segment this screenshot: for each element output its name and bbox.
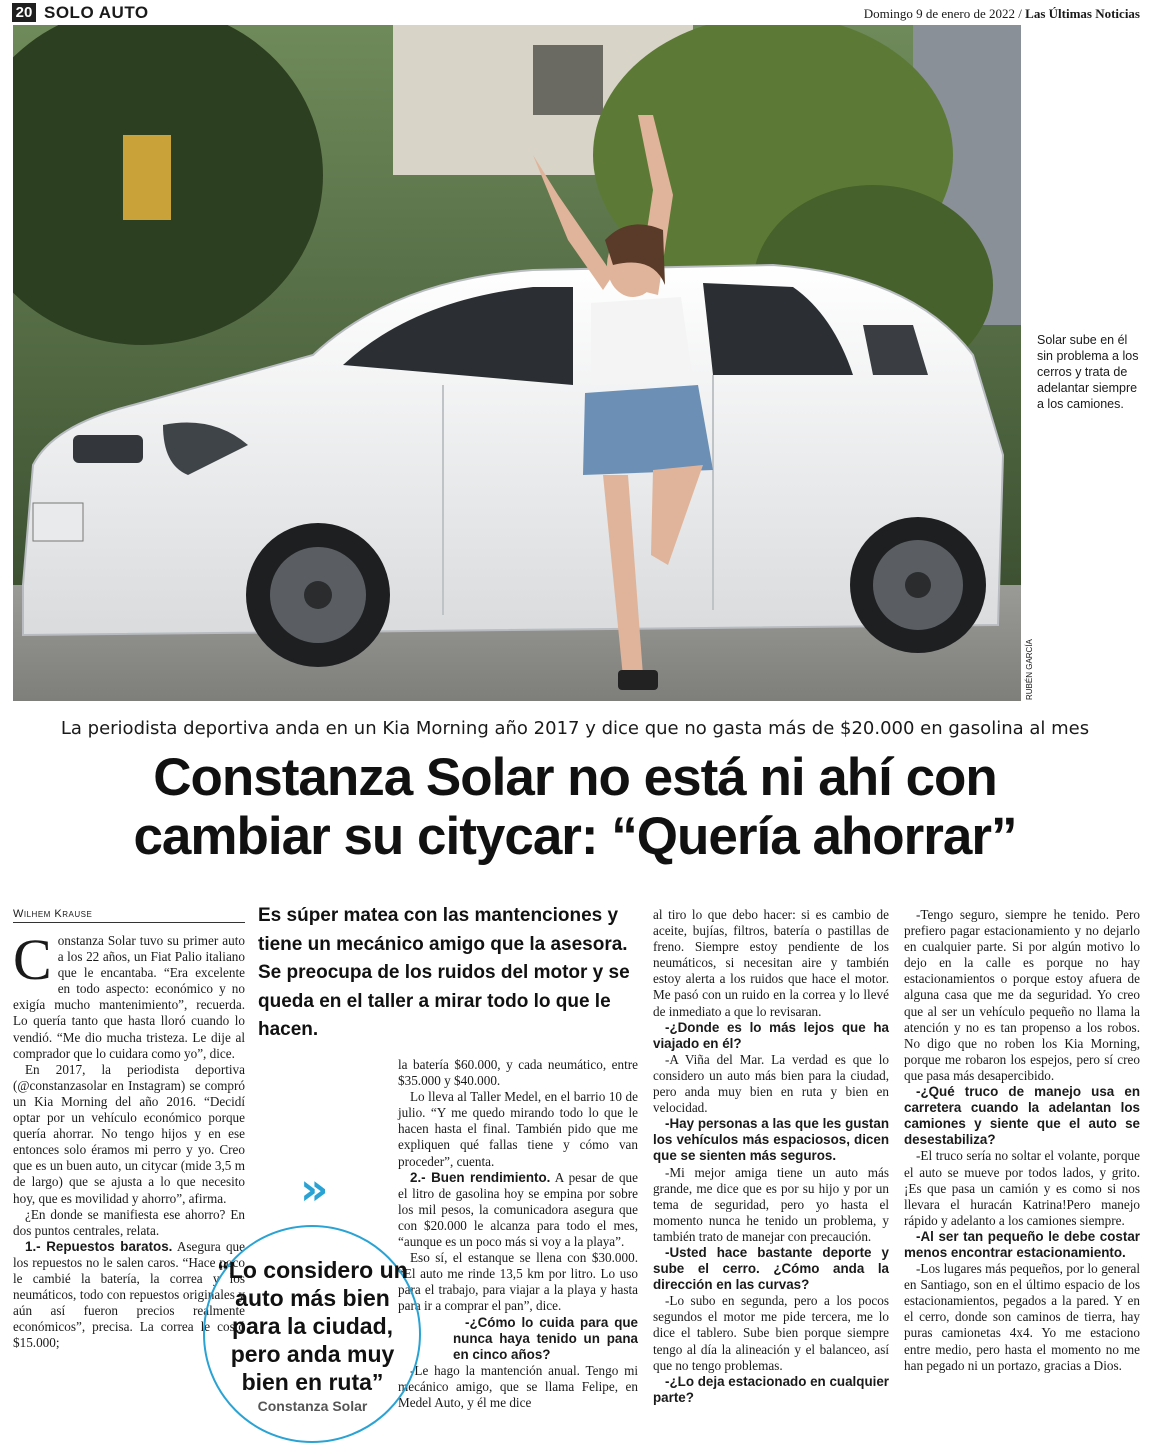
- paragraph: -Los lugares más pequeños, por lo general en Santiago, son en el último espacio de los estacionamientos, pegados a la pared. Y en el cerro, donde son caminos de tierra, hay puras camionetas 4x4. Yo me estaciono entre medio, pero hasta el momento no me han pegado ni un portazo, gracias a Dios.: [904, 1261, 1140, 1373]
- page-number: 20: [12, 3, 36, 22]
- intro-paragraph: [13, 927, 245, 1062]
- paragraph: -A Viña del Mar. La verdad es que lo considero un auto más bien para la ciudad, pero anda muy bien en ruta y bien en velocidad.: [653, 1051, 889, 1116]
- paragraph: la batería $60.000, y cada neumático, entre $35.000 y $40.000.: [398, 1057, 638, 1089]
- page-header: [12, 3, 1140, 23]
- paragraph: al tiro lo que debo hacer: si es cambio de aceite, bujías, filtros, batería o pastillas de freno. Siempre estoy pendiente de los neumáticos, si necesitan aire y también estoy alerta a los ruidos que hace el motor. Me pasó con un ruido en la correa y lo llevé de inmediato a que lo revisaran.: [653, 907, 889, 1019]
- interview-question: -Al ser tan pequeño le debe costar menos encontrar estacionamiento.: [904, 1228, 1140, 1260]
- pullout-text: Es súper matea con las mantenciones y tiene un mecánico amigo que la asesora. Se preocupa de los ruidos del motor y se queda en el taller a mirar todo lo que le hacen.: [258, 905, 630, 1040]
- dateline-separator: /: [1015, 6, 1026, 21]
- article-deck: La periodista deportiva anda en un Kia Morning año 2017 y dice que no gasta más de $20.000 en gasolina al mes: [60, 718, 1090, 739]
- pull-quote: “Lo considero un auto más bien para la ciudad, pero anda muy bien en ruta”: [217, 1257, 408, 1395]
- dateline: [864, 5, 1140, 22]
- paragraph-text: A pesar de que el litro de gasolina hoy se empina por sobre los mil pesos, la comunicadora asegura que con $20.000 le alcanza para todo el mes, “aunque es un poco más si voy a la playa”.: [398, 1169, 638, 1250]
- drop-cap: C: [13, 927, 52, 992]
- paragraph: En 2017, la periodista deportiva (@constanzasolar en Instagram) se compró un Kia Morning del año 2016. “Decidí optar por un vehículo económico porque quería ahorrar. No tengo hijos y en ese entonces solo éramos mi perro y yo. Creo que es un buen auto, un citycar (mide 3,5 m de largo) que se ajusta a lo que necesito hoy, que es movilidad y ahorro”, afirma.: [13, 1061, 245, 1206]
- quote-chevron-icon: »: [300, 1164, 329, 1215]
- paragraph: Lo lleva al Taller Medel, en el barrio 10 de julio. “Y me quedo mirando todo lo que le hacen hasta el final. También pido que me expliquen qué fallas tiene y cómo van proceder”, cuenta.: [398, 1089, 638, 1169]
- photo-caption: Solar sube en él sin problema a los cerros y trata de adelantar siempre a los camiones.: [1037, 333, 1139, 411]
- newspaper-name: Las Últimas Noticias: [1025, 6, 1140, 21]
- column-3: [653, 907, 889, 1406]
- photo-credit: [1024, 640, 1036, 700]
- paragraph-text: Asegura que los repuestos no le salen caros. “Hace poco le cambié la batería, la correa y los neumáticos, todo con repuestos originales y aún así fueron precios realmente económicos”, precisa. La correa le costó $15.000;: [13, 1238, 245, 1351]
- subhead: 2.- Buen rendimiento.: [410, 1169, 551, 1185]
- section-title: SOLO AUTO: [44, 3, 149, 22]
- interview-question: -¿Lo deja estacionado en cualquier parte?: [653, 1373, 889, 1405]
- paragraph: [398, 1170, 638, 1250]
- interview-question: -¿Donde es lo más lejos que ha viajado en él?: [653, 1019, 889, 1051]
- car-photo-illustration: [13, 25, 1021, 701]
- paragraph: Eso sí, el estanque se llena con $30.000. “El auto me rinde 13,5 km por litro. Lo uso para el trabajo, para viajar a la playa y hasta para ir a comprar el pan”, dice.: [398, 1250, 638, 1314]
- paragraph: -Mi mejor amiga tiene un auto más grande, me dice que es por su hijo y por un tema de seguridad, pero yo hasta el momento nunca he tenido un problema, y también trato de manejar con precaución.: [653, 1164, 889, 1244]
- interview-question: -¿Cómo lo cuida para que nunca haya tenido un pana en cinco años?: [453, 1314, 638, 1362]
- paragraph: -Le hago la mantención anual. Tengo mi mecánico amigo, que se llama Felipe, en Medel Auto, y él me dice: [398, 1362, 638, 1410]
- paragraph: ¿En donde se manifiesta ese ahorro? En dos puntos centrales, relata.: [13, 1206, 245, 1238]
- subhead: 1.- Repuestos baratos.: [25, 1238, 173, 1254]
- interview-question: -¿Qué truco de manejo usa en carretera cuando la adelantan los camiones y siente que el auto se desestabiliza?: [904, 1084, 1140, 1148]
- interview-question: -Hay personas a las que les gustan los vehículos más espaciosos, dicen que se sienten más seguros.: [653, 1116, 889, 1164]
- column-4: [904, 907, 1140, 1374]
- paragraph: -Lo subo en segunda, pero a los pocos segundos el motor me pide tercera, me lo dice el tablero. Sube bien porque siempre tengo al día la alineación y el balanceo, así que no tengo problemas.: [653, 1293, 889, 1373]
- photo-credit-text: RUBÉN GARCÍA: [1025, 639, 1034, 700]
- headline-line-2: cambiar su citycar: “Quería ahorrar”: [133, 807, 1017, 866]
- lead-photo: [13, 25, 1021, 701]
- intro-text: onstanza Solar tuvo su primer auto a los 22 años, un Fiat Palio italiano que le encantaba. “Era excelente en todo aspecto: económico y no exigía mucho mantenimiento”, recuerda. Lo quería tanto que hasta lloró cuando lo vendió. “Me dio mucha tristeza. Le dije al comprador que lo cuidara como yo”, dice.: [13, 933, 245, 1061]
- interview-question: -Usted hace bastante deporte y sube el cerro. ¿Cómo anda la dirección en las curvas?: [653, 1244, 889, 1293]
- column-2: [398, 1057, 638, 1411]
- article-headline: [20, 748, 1130, 866]
- byline: Wilhem Krause: [13, 907, 245, 923]
- paragraph: -El truco sería no soltar el volante, porque el auto se mueve por todos lados, y grito. ¡Es que pasa un camión y es como si nos llevara el huracán Katrina!Pero manejo rápido y adelanto a los camiones siempre.: [904, 1148, 1140, 1228]
- issue-date: Domingo 9 de enero de 2022: [863, 6, 1016, 21]
- headline-line-1: Constanza Solar no está ni ahí con: [153, 748, 997, 807]
- paragraph: -Tengo seguro, siempre he tenido. Pero prefiero pagar estacionamiento y no dejarlo en cualquier parte. Si por algún motivo lo dejo en la calle es porque no hay estacionamientos o porque estoy afuera de alguna casa que me da seguridad. Yo creo que al ser un vehículo pequeño no llama la atención y no es tan propenso a los robos. No digo que no roben los Kia Morning, porque me robaron los espejos, pero sí creo que pasa más desapercibido.: [904, 907, 1140, 1083]
- pull-quote-author: Constanza Solar: [257, 1398, 368, 1414]
